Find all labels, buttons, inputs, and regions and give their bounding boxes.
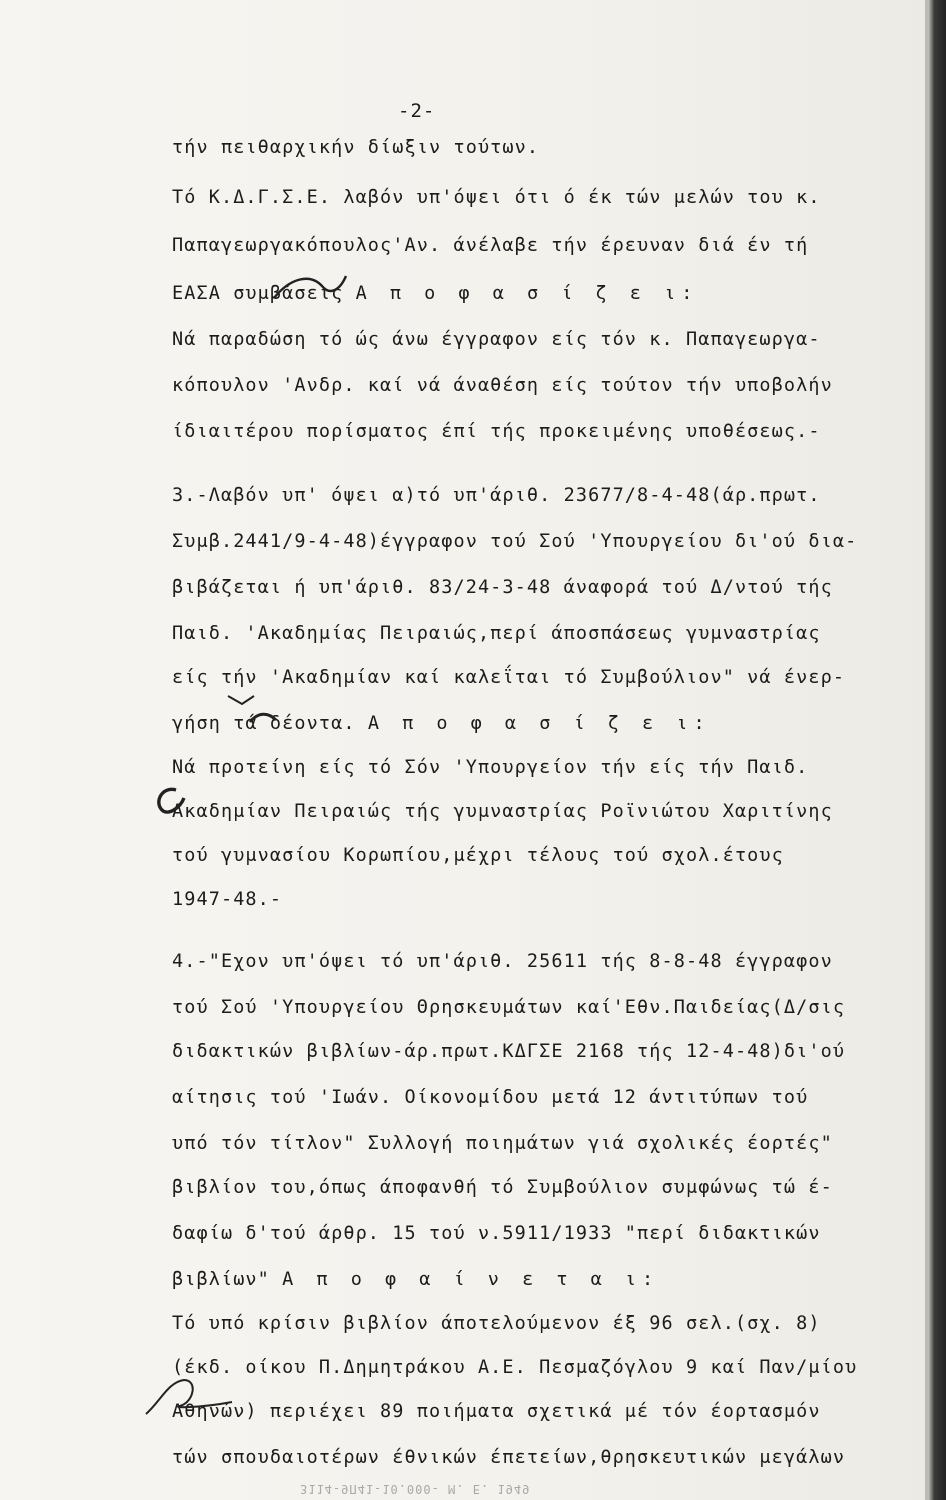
text-line: βιβλίον του,όπως άποφανθή τό Συμβούλιον συμφώνως τώ έ- bbox=[172, 1177, 833, 1198]
handwritten-mark bbox=[270, 268, 350, 308]
text-line bbox=[172, 282, 698, 306]
text-fragment: ΕΑΣΑ συμβάσεις bbox=[172, 283, 344, 304]
text-line: 4.-"Εχον υπ'όψει τό υπ'άριθ. 25611 τής 8-8-48 έγγραφον bbox=[172, 951, 833, 972]
text-line bbox=[172, 1268, 659, 1292]
text-line: Ακαδημίαν Πειραιώς τής γυμναστρίας Ροϊνιώτου Χαριτίνης bbox=[172, 801, 833, 822]
decision-heading: Α π ο φ α σ ί ζ ε ι: bbox=[367, 713, 711, 734]
text-line: Νά προτείνη είς τό Σόν 'Υπουργείον τήν είς τήν Παιδ. bbox=[172, 757, 809, 778]
text-line: διδακτικών βιβλίων-άρ.πρωτ.ΚΔΓΣΕ 2168 τής 12-4-48)δι'ού bbox=[172, 1041, 846, 1062]
text-line: Παιδ. 'Ακαδημίας Πειραιώς,περί άποσπάσεως γυμναστρίας bbox=[172, 623, 821, 644]
text-line: είς τήν 'Ακαδημίαν καί καλεΐται τό Συμβούλιον" νά ένερ- bbox=[172, 667, 846, 688]
text-line: Τό Κ.Δ.Γ.Σ.Ε. λαβόν υπ'όψει ότι ό έκ τών μελών του κ. bbox=[172, 187, 821, 208]
text-line: Συμβ.2441/9-4-48)έγγραφον τού Σού 'Υπουργείου δι'ού δια- bbox=[172, 531, 858, 552]
text-line: τών σπουδαιοτέρων έθνικών έπετείων,θρησκευτικών μεγάλων bbox=[172, 1447, 846, 1468]
text-line: Τό υπό κρίσιν βιβλίον άποτελούμενον έξ 96 σελ.(σχ. 8) bbox=[172, 1313, 821, 1334]
text-line: Αθηνών) περιέχει 89 ποιήματα σχετικά μέ τόν έορτασμόν bbox=[172, 1401, 821, 1422]
text-line: τού γυμνασίου Κορωπίου,μέχρι τέλους τού σχολ.έτους bbox=[172, 845, 784, 866]
decision-heading: Α π ο φ α σ ί ζ ε ι: bbox=[355, 283, 699, 304]
text-line: δαφίω δ'τού άρθρ. 15 τού ν.5911/1933 "περί διδακτικών bbox=[172, 1223, 821, 1244]
text-line: (έκδ. οίκου Π.Δημητράκου Α.Ε. Πεσμαζόγλου 9 καί Παν/μίου bbox=[172, 1357, 858, 1378]
text-fragment: γήση τά δέοντα. bbox=[172, 713, 356, 734]
handwritten-mark bbox=[140, 1372, 240, 1422]
text-line: Παπαγεωργακόπουλος'Αν. άνέλαβε τήν έρευναν διά έν τή bbox=[172, 235, 809, 256]
text-fragment: βιβλίων" bbox=[172, 1269, 270, 1290]
text-line: κόπουλον 'Ανδρ. καί νά άναθέση είς τούτον τήν υποβολήν bbox=[172, 375, 833, 396]
page-number: -2- bbox=[398, 100, 436, 122]
text-line: τήν πειθαρχικήν δίωξιν τούτων. bbox=[172, 137, 540, 158]
text-line: ίδιαιτέρου πορίσματος έπί τής προκειμένης υποθέσεως.- bbox=[172, 421, 821, 442]
text-line: υπό τόν τίτλον" Συλλογή ποιημάτων γιά σχολικές έορτές" bbox=[172, 1133, 833, 1154]
text-line: 3.-Λαβόν υπ' όψει α)τό υπ'άριθ. 23677/8-4-48(άρ.πρωτ. bbox=[172, 485, 821, 506]
text-line: αίτησις τού 'Ιωάν. Οίκονομίδου μετά 12 άντιτύπων τού bbox=[172, 1087, 809, 1108]
text-line: Νά παραδώση τό ώς άνω έγγραφον είς τόν κ. Παπαγεωργα- bbox=[172, 329, 821, 350]
text-line: τού Σού 'Υπουργείου Θρησκευμάτων καί'Εθν.Παιδείας(Δ/σις bbox=[172, 997, 846, 1018]
scan-edge bbox=[928, 0, 946, 1500]
decision-heading: Α π ο φ α ί ν ε τ α ι: bbox=[282, 1269, 660, 1290]
scan-edge-shadow bbox=[925, 0, 928, 1500]
handwritten-mark bbox=[224, 690, 284, 730]
footer-print-mark: 3114-9Π41-10.000- Μ. Ε. 1949 bbox=[300, 1482, 531, 1496]
text-line: βιβάζεται ή υπ'άριθ. 83/24-3-48 άναφορά τού Δ/ντού τής bbox=[172, 577, 833, 598]
handwritten-mark bbox=[150, 784, 190, 818]
text-line: 1947-48.- bbox=[172, 889, 283, 910]
